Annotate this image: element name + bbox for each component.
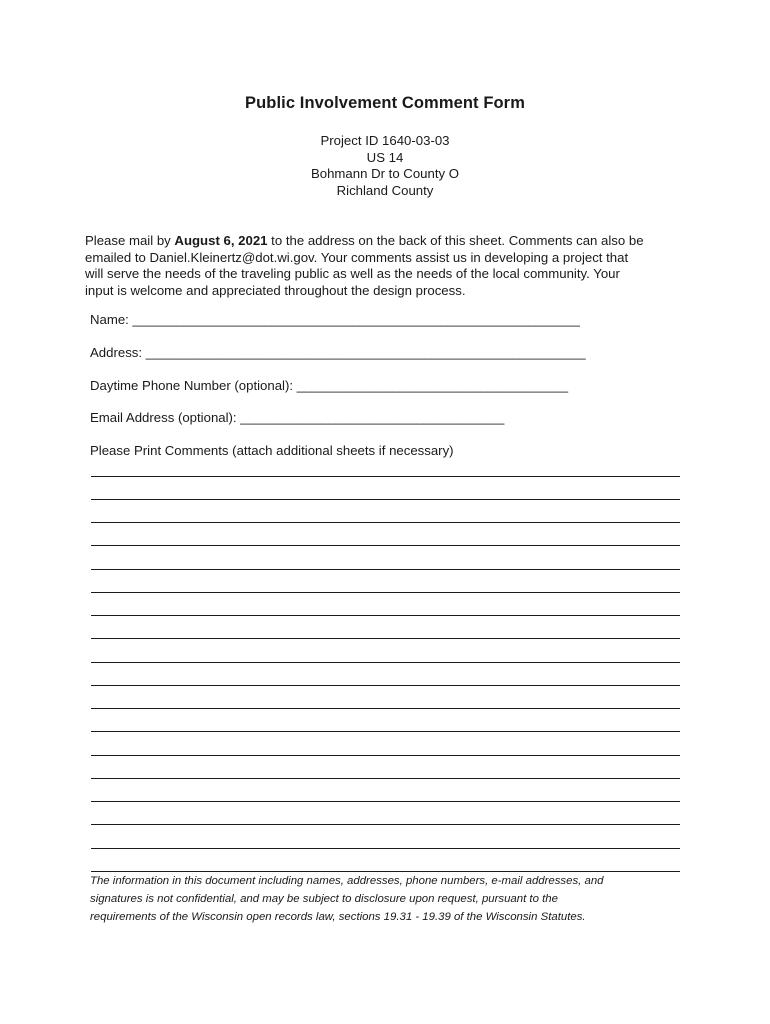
comment-line[interactable] <box>91 708 680 709</box>
comment-line[interactable] <box>91 755 680 756</box>
comment-line[interactable] <box>91 522 680 523</box>
comment-line[interactable] <box>91 569 680 570</box>
address-field[interactable]: Address: ____________________________________________________________ <box>90 345 586 360</box>
disclaimer-line-2: signatures is not confidential, and may be subject to disclosure upon request, pursuant to the <box>90 893 558 905</box>
comment-line[interactable] <box>91 731 680 732</box>
project-info <box>0 133 770 199</box>
comment-line[interactable] <box>91 499 680 500</box>
instructions-line-4: input is welcome and appreciated throughout the design process. <box>85 282 466 298</box>
comment-line[interactable] <box>91 545 680 546</box>
instructions-line-3: will serve the needs of the traveling public as well as the needs of the local community. Your <box>85 266 620 281</box>
disclaimer-line-3: requirements of the Wisconsin open records law, sections 19.31 - 19.39 of the Wisconsin Statutes. <box>90 911 586 923</box>
instructions-paragraph <box>85 233 685 299</box>
disclaimer-line-1: The information in this document including names, addresses, phone numbers, e-mail addresses, and <box>90 875 604 887</box>
instructions-line-1 <box>85 233 685 250</box>
form-title: Public Involvement Comment Form <box>245 94 525 112</box>
comment-line[interactable] <box>91 824 680 825</box>
comment-line[interactable] <box>91 638 680 639</box>
project-id: Project ID 1640-03-03 <box>320 133 450 148</box>
instructions-line-2: emailed to Daniel.Kleinertz@dot.wi.gov. Your comments assist us in developing a project that <box>85 249 629 265</box>
comment-line[interactable] <box>91 685 680 686</box>
name-field[interactable]: Name: _____________________________________________________________ <box>90 312 580 327</box>
privacy-disclaimer <box>90 872 690 926</box>
project-limits: Bohmann Dr to County O <box>310 166 460 181</box>
instructions-prefix: Please mail by <box>85 233 175 248</box>
instructions-line-1-suffix: to the address on the back of this sheet. Comments can also be <box>267 233 644 248</box>
project-route: US 14 <box>366 149 404 165</box>
comment-line[interactable] <box>91 476 680 477</box>
comment-line[interactable] <box>91 592 680 593</box>
project-county: Richland County <box>336 182 434 198</box>
deadline-date: August 6, 2021 <box>174 233 268 248</box>
comment-line[interactable] <box>91 801 680 802</box>
comment-line[interactable] <box>91 778 680 779</box>
phone-field[interactable]: Daytime Phone Number (optional): _____________________________________ <box>90 378 569 393</box>
comments-label: Please Print Comments (attach additional sheets if necessary) <box>90 443 454 458</box>
email-field[interactable]: Email Address (optional): ____________________________________ <box>90 410 505 425</box>
comment-line[interactable] <box>91 848 680 849</box>
comment-line[interactable] <box>91 662 680 663</box>
comment-line[interactable] <box>91 615 680 616</box>
